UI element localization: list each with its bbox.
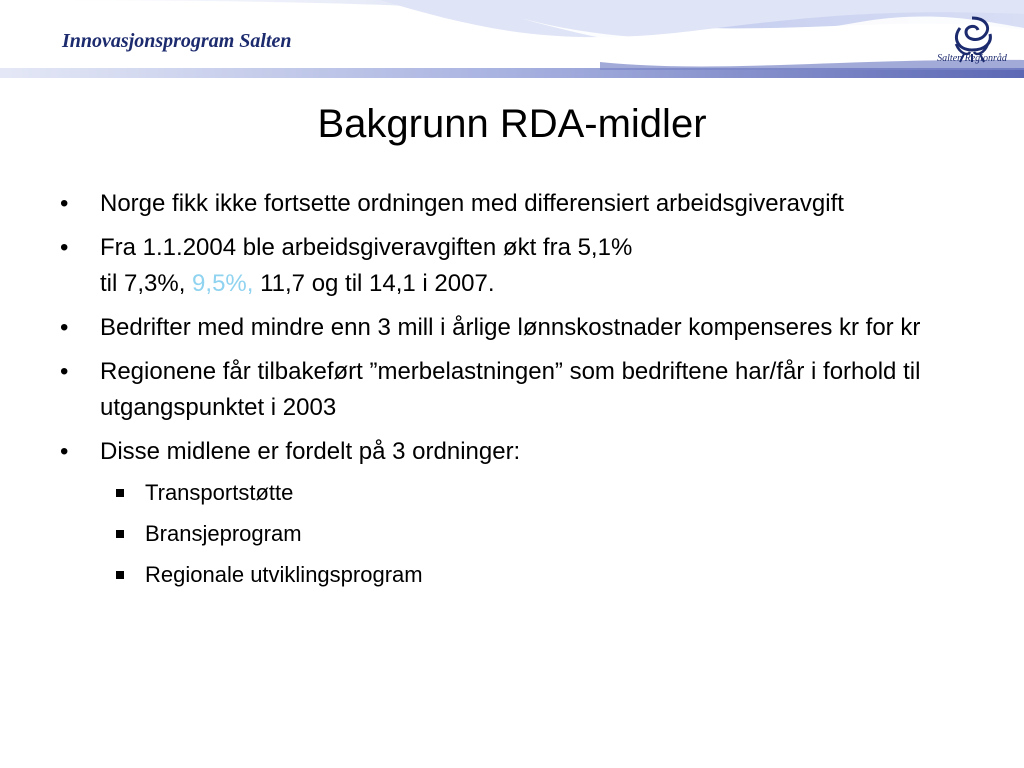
bullet-mark: • bbox=[60, 314, 69, 341]
slide-header bbox=[0, 0, 1024, 80]
bullet-mark: • bbox=[60, 234, 69, 261]
bullet-text: Regionene får tilbakeført ”merbelastningen” som bedriftene har/får i forhold til utgangspunktet i 2003 bbox=[100, 358, 921, 421]
sub-bullet-text: Regionale utviklingsprogram bbox=[145, 562, 423, 587]
bullet-text: 11,7 og til 14,1 i 2007. bbox=[253, 270, 495, 297]
bullet-item bbox=[60, 230, 980, 302]
header-title: Innovasjonsprogram Salten bbox=[62, 30, 292, 52]
square-bullet-icon bbox=[116, 571, 124, 579]
bullet-item bbox=[60, 186, 980, 222]
bullet-text: Bedrifter med mindre enn 3 mill i årlige lønnskostnader kompenseres kr for kr bbox=[100, 314, 921, 341]
bullet-item bbox=[60, 434, 980, 470]
square-bullet-icon bbox=[116, 530, 124, 538]
sub-bullet-list bbox=[60, 478, 980, 590]
bullet-text: Norge fikk ikke fortsette ordningen med differensiert arbeidsgiveravgift bbox=[100, 190, 844, 217]
bullet-text: til 7,3%, bbox=[100, 270, 193, 297]
bullet-text: Fra 1.1.2004 ble arbeidsgiveravgiften økt fra 5,1% bbox=[100, 234, 633, 261]
sub-bullet-item bbox=[60, 560, 980, 590]
sub-bullet-item bbox=[60, 478, 980, 508]
bullet-mark: • bbox=[60, 438, 69, 465]
slide-body bbox=[60, 186, 980, 601]
bullet-item bbox=[60, 310, 980, 346]
bullet-text: Disse midlene er fordelt på 3 ordninger: bbox=[100, 438, 521, 465]
sub-bullet-item bbox=[60, 519, 980, 549]
highlighted-rate: 9,5%, bbox=[192, 270, 254, 297]
square-bullet-icon bbox=[116, 489, 124, 497]
bullet-item bbox=[60, 354, 980, 426]
bullet-mark: • bbox=[60, 358, 69, 385]
sub-bullet-text: Bransjeprogram bbox=[145, 521, 302, 546]
bullet-mark: • bbox=[60, 190, 69, 217]
slide-title: Bakgrunn RDA-midler bbox=[317, 102, 707, 146]
sub-bullet-text: Transportstøtte bbox=[145, 480, 294, 505]
logo-text: Salten Regionråd bbox=[937, 53, 1007, 64]
